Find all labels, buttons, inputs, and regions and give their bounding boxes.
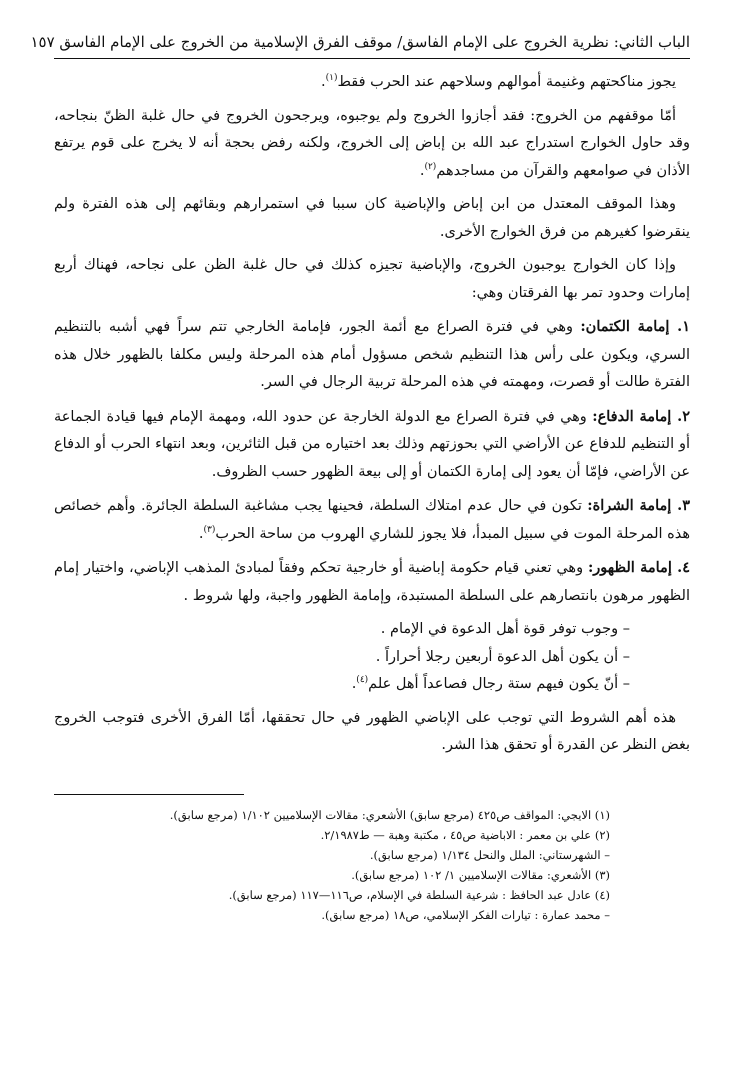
paragraph-position-on-rebellion: أمّا موقفهم من الخروج: فقد أجازوا الخروج ولم يوجبوه، ويرجحون الخروج في حال غلبة الظنّ بنجاحه، وقد حاول الخوارج استدراج عبد الله بن إباض إلى الخروج، ولكنه رفض بحجة أنه لا يخرج على قوم يرتفع الأذان في صوامعهم والقرآن من مساجدهم$^{(٢)}$. bbox=[54, 107, 690, 179]
imamate-text: وهي تعني قيام حكومة إباضية أو خارجية تحكم وفقاً لمبادئ المذهب الإباضي، واختيار إمام الظهور مرهون بانتصارهم على السلطة المستبدة، وإمامة الظهور واجبة، ولها شروط . bbox=[54, 560, 690, 604]
footnote-divider bbox=[54, 794, 244, 795]
condition-item bbox=[54, 616, 630, 644]
imamate-item-appearance bbox=[54, 554, 690, 610]
footnote-1: (١) الايجي: المواقف ص٤٢٥ (مرجع سابق) الأشعري: مقالات الإسلاميين ١/١٠٢ (مرجع سابق). bbox=[169, 807, 610, 822]
footnote-ref[interactable]: (٤) bbox=[356, 675, 369, 686]
condition-text: – أن يكون أهل الدعوة أربعين رجلا أحراراً . bbox=[375, 648, 630, 665]
footnote-2: (٢) علي بن معمر : الاباضية ص٤٥ ، مكتبة وهبة — ط٢/١٩٨٧. bbox=[320, 827, 610, 842]
footnote-ref[interactable]: (١) bbox=[325, 73, 338, 84]
footnote-3: (٣) الأشعري: مقالات الإسلاميين ١/ ١٠٢ (مرجع سابق). bbox=[351, 867, 610, 882]
condition-tail: . bbox=[351, 676, 357, 692]
imamate-item-shurat bbox=[54, 492, 690, 548]
imamate-text: وهي في فترة الصراع مع أئمة الجور، فإمامة الخارجي تتم سراً فهي أشبه بالتنظيم السري، ويكون على رأس هذا التنظيم شخص مسؤول أمام هذه المرحلة وليس مكلفا بالظهور خلال هذه الفترة طالت أو قصرت، ومهمته في هذه المرحلة تربية الرجال في السر. bbox=[54, 319, 690, 390]
footnotes bbox=[54, 805, 690, 925]
imamate-title: ٣. إمامة الشراة: bbox=[587, 497, 690, 514]
paragraph-four-imamates-intro: وإذا كان الخوارج يوجبون الخروج، والإباضية تجيزه كذلك في حال غلبة الظن على نجاحه، فهناك أربع إمارات وحدود تمر بها الفرقتان وهي: bbox=[54, 257, 690, 301]
imamate-item-defense bbox=[54, 403, 690, 487]
paragraph-spoils: يجوز مناكحتهم وغنيمة أموالهم وسلاحهم عند الحرب فقط$^{(١)}$. bbox=[321, 73, 676, 90]
paragraph-closing: هذه أهم الشروط التي توجب على الإباضي الظهور في حال تحققها، أمّا الفرق الأخرى فتوجب الخروج بغض النظر عن القدرة أو تحقق هذا الشر. bbox=[54, 709, 690, 753]
footnote-ref[interactable]: (٢) bbox=[424, 161, 437, 172]
footnote-2-continued: – الشهرستاني: الملل والنحل ١/١٣٤ (مرجع سابق). bbox=[369, 847, 610, 862]
condition-text: – وجوب توفر قوة أهل الدعوة في الإمام . bbox=[380, 621, 630, 637]
body-text bbox=[54, 69, 690, 760]
paragraph-moderate-position: وهذا الموقف المعتدل من ابن إباض والإباضية كان سببا في استمرارهم وبقائهم إلى هذه الفترة ولم ينقرضوا كغيرهم من فرق الخوارج الأخرى. bbox=[54, 196, 690, 240]
footnote-4: (٤) عادل عبد الحافظ : شرعية السلطة في الإسلام، ص١١٦—١١٧ (مرجع سابق). bbox=[228, 887, 610, 902]
footnote-4-continued: – محمد عمارة : تيارات الفكر الإسلامي، ص١٨ (مرجع سابق). bbox=[321, 907, 610, 922]
condition-item bbox=[54, 644, 630, 672]
imamate-title: ١. إمامة الكتمان: bbox=[580, 318, 691, 335]
imamate-title: ٢. إمامة الدفاع: bbox=[592, 407, 690, 425]
running-header: الباب الثاني: نظرية الخروج على الإمام الفاسق/ موقف الفرق الإسلامية من الخروج على الإمام الفاسق ١٥٧ bbox=[54, 28, 690, 59]
imamate-item-concealment bbox=[54, 313, 690, 397]
imamate-text: وهي في فترة الصراع مع الدولة الخارجة عن حدود الله، ومهمة الإمام فيها قيادة الجماعة أو التنظيم للدفاع عن الأراضي التي بحوزتهم وذلك بعد اختياره من قبل الثائرين، وبعد انتهاء الحرب أو الدفاع عن الأراضي، فإمّا أن يعود إلى إمارة الكتمان أو إلى بيعة الظهور حسب الظروف. bbox=[54, 408, 690, 480]
imamate-tail: . bbox=[198, 525, 204, 542]
conditions-list bbox=[54, 616, 630, 699]
condition-text: – أنّ يكون فيهم ستة رجال فصاعداً أهل علم bbox=[368, 676, 630, 692]
footnote-ref[interactable]: (٣) bbox=[203, 524, 216, 535]
imamate-title: ٤. إمامة الظهور: bbox=[587, 559, 690, 576]
condition-item bbox=[54, 671, 630, 699]
paragraph-text: أمّا موقفهم من الخروج: فقد أجازوا الخروج ولم يوجبوه، ويرجحون الخروج في حال غلبة الظنّ بنجاحه، وقد حاول الخوارج استدراج عبد الله بن إباض إلى الخروج، ولكنه رفض بحجة أنه لا يخرج على قوم يرتفع الأذان في صوامعهم والقرآن من مساجدهم bbox=[54, 107, 690, 179]
paragraph-text: يجوز مناكحتهم وغنيمة أموالهم وسلاحهم عند الحرب فقط bbox=[337, 74, 676, 90]
imamate-text: تكون في حال عدم امتلاك السلطة، فحينها يجب مشاغبة السلطة الجائرة. وأهم خصائص هذه المرحلة الموت في سبيل المبدأ، فلا يجوز للشاري الهروب من ساحة الحرب bbox=[54, 498, 690, 542]
book-page bbox=[30, 28, 691, 1070]
